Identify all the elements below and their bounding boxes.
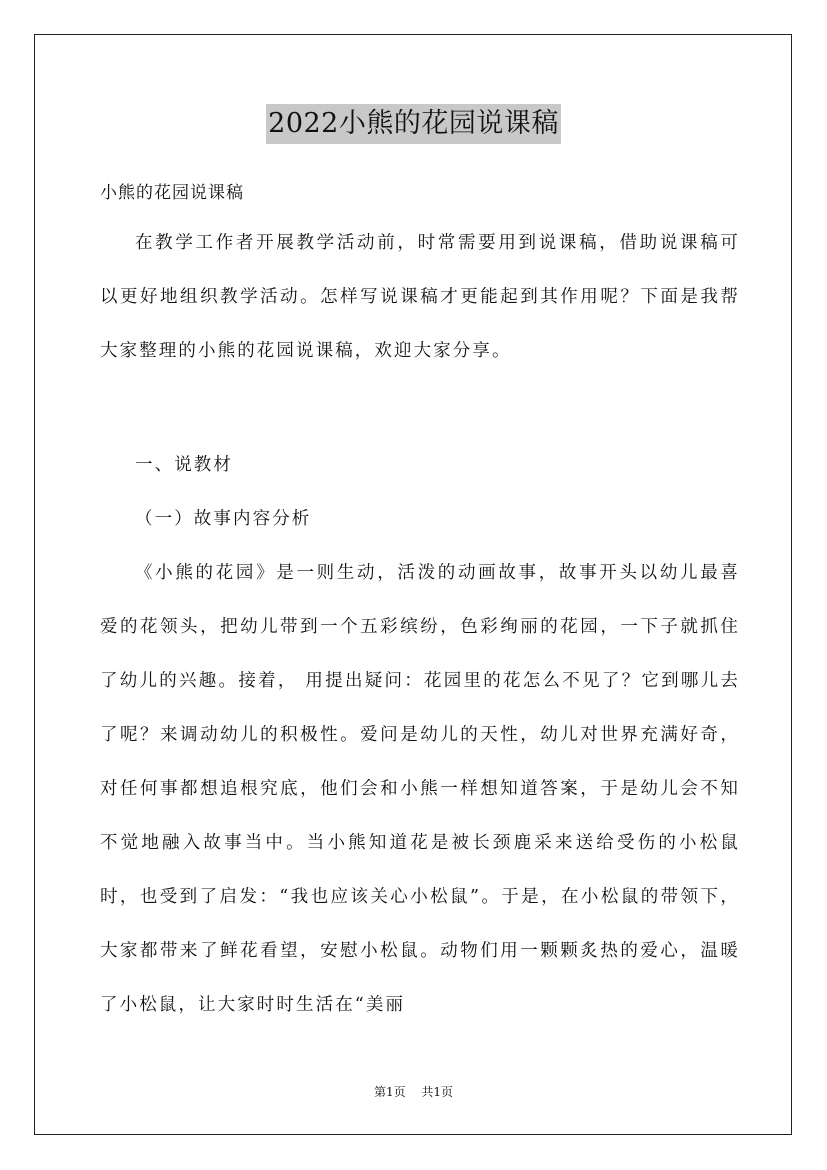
subsection-heading: （一）故事内容分析 <box>135 509 312 529</box>
document-subtitle: 小熊的花园说课稿 <box>100 183 244 203</box>
section-block <box>100 438 740 1032</box>
document-title: 2022小熊的花园说课稿 <box>266 104 561 144</box>
page-footer <box>0 1084 827 1100</box>
body-paragraph: 《小熊的花园》是一则生动，活泼的动画故事，故事开头以幼儿最喜爱的花领头，把幼儿带到一个五彩缤纷，色彩绚丽的花园，一下子就抓住了幼儿的兴趣。接着， 用提出疑问：花园里的花怎么不见了？它到哪儿去了呢？来调动幼儿的积极性。爱问是幼儿的天性，幼儿对世界充满好奇，对任何事都想追根究底，他们会和小熊一样想知道答案，于是幼儿会不知不觉地融入故事当中。当小熊知道花是被长颈鹿采来送给受伤的小松鼠时，也受到了启发：“我也应该关心小松鼠”。于是，在小松鼠的带领下，大家都带来了鲜花看望，安慰小松鼠。动物们用一颗颗炙热的爱心，温暖了小松鼠，让大家时时生活在“美丽 <box>100 563 740 1015</box>
document-body <box>100 176 740 1015</box>
page-total: 共1页 <box>421 1085 454 1099</box>
page-number: 第1页 <box>373 1085 406 1099</box>
section-heading: 一、说教材 <box>135 455 233 475</box>
title-area <box>0 104 827 144</box>
intro-paragraph: 在教学工作者开展教学活动前，时常需要用到说课稿，借助说课稿可以更好地组织教学活动。怎样写说课稿才更能起到其作用呢？下面是我帮大家整理的小熊的花园说课稿，欢迎大家分享。 <box>100 233 740 361</box>
intro-block <box>100 216 740 378</box>
